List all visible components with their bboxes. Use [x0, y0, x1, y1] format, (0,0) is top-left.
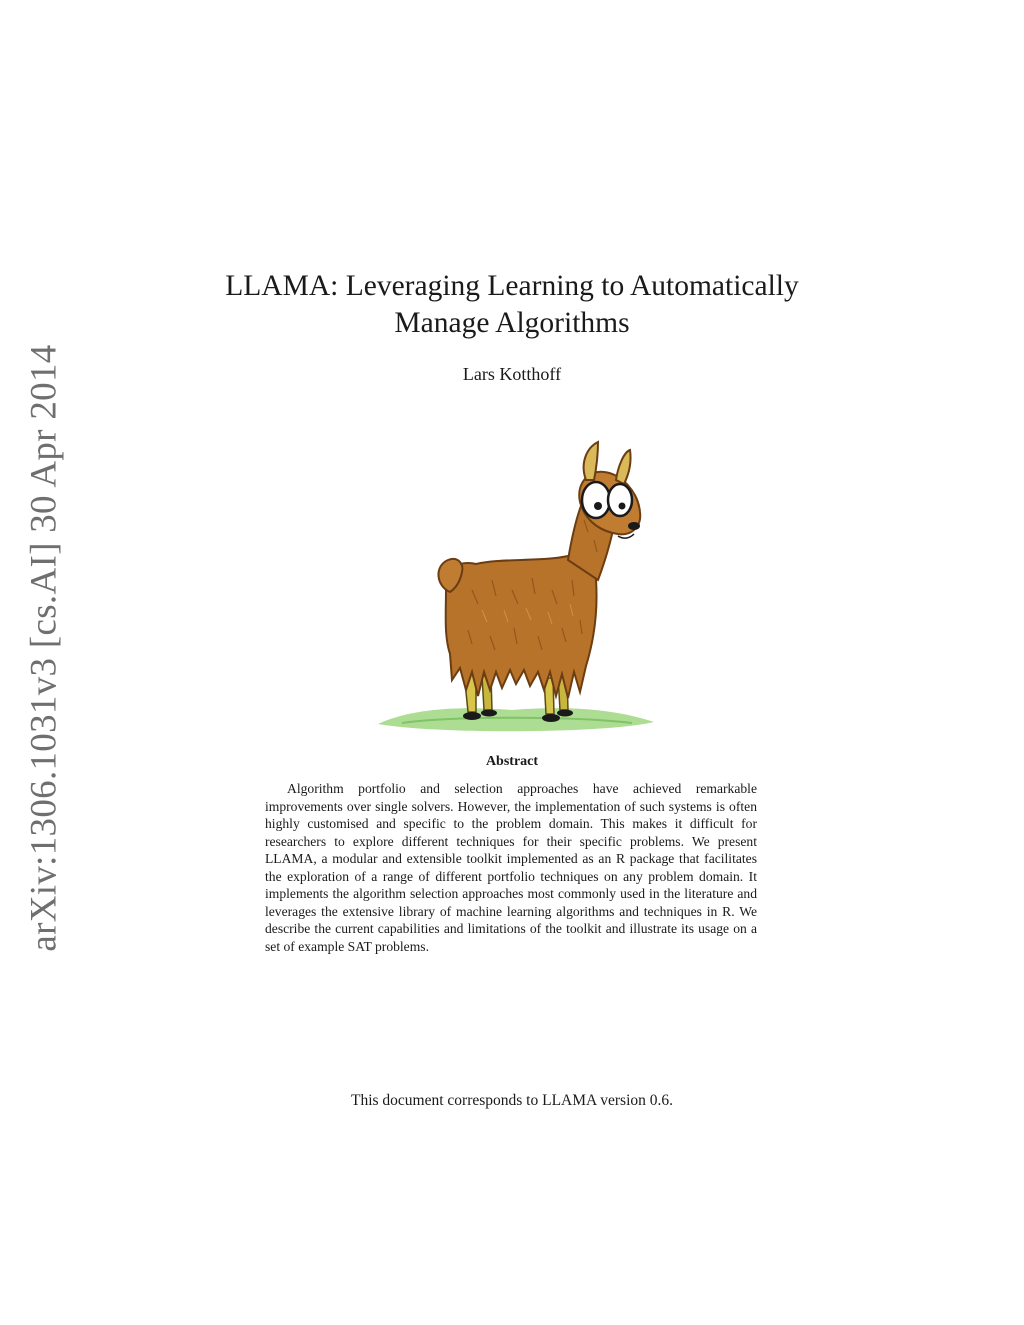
- abstract-heading: Abstract: [485, 754, 539, 769]
- abstract-text: Algorithm portfolio and selection approaches have achieved remarkable improvements over single solvers. However, the implementation of such systems is often highly customised and specific to the problem domain. This makes it difficult for researchers to explore different techniques for their specific problems. We present LLAMA, a modular and extensible toolkit implemented as an R package that facilitates the exploration of a range of different portfolio techniques on any problem domain. It implements the algorithm selection approaches most commonly used in the literature and leverages the extensive library of machine learning algorithms and techniques in R. We describe the current capabilities and limitations of the toolkit and illustrate its usage on a set of example SAT problems.: [265, 781, 757, 954]
- arxiv-identifier-stamp: arXiv:1306.1031v3 [cs.AI] 30 Apr 2014: [23, 344, 65, 952]
- paper-title: [200, 268, 824, 342]
- paper-title-line-1: LLAMA: Leveraging Learning to Automatically: [225, 270, 799, 302]
- version-note: This document corresponds to LLAMA version 0.6.: [350, 1092, 673, 1109]
- author-name: Lars Kotthoff: [462, 364, 562, 384]
- llama-illustration-icon: [372, 440, 662, 740]
- paper-title-line-2: Manage Algorithms: [394, 307, 630, 339]
